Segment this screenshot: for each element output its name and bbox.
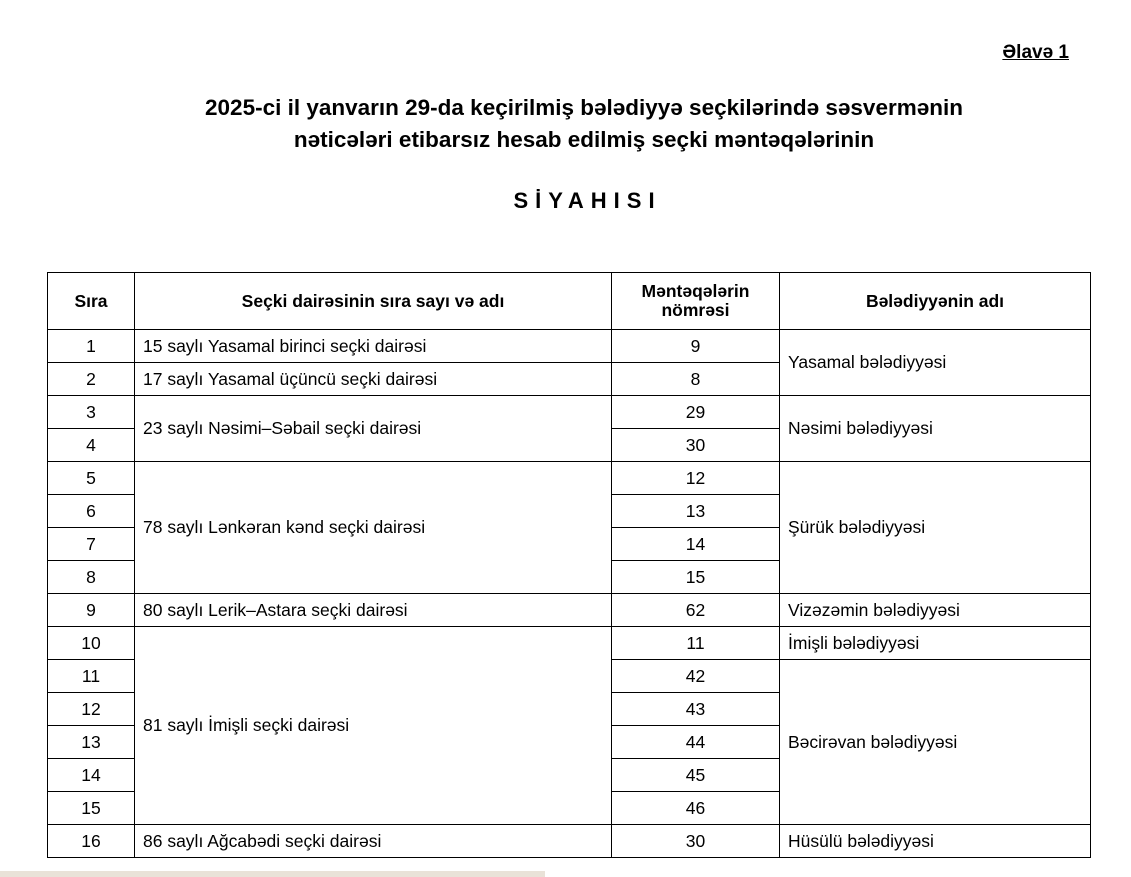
seq-cell: 7 xyxy=(48,528,135,561)
precinct-cell: 12 xyxy=(612,462,780,495)
annex-label: Əlavə 1 xyxy=(1002,42,1069,63)
seq-cell: 6 xyxy=(48,495,135,528)
table-row xyxy=(48,825,1091,858)
precinct-cell: 44 xyxy=(612,726,780,759)
seq-cell: 11 xyxy=(48,660,135,693)
seq-cell: 3 xyxy=(48,396,135,429)
document-subtitle: SİYAHISI xyxy=(513,188,662,213)
precinct-cell: 30 xyxy=(612,429,780,462)
precinct-cell: 46 xyxy=(612,792,780,825)
seq-cell: 15 xyxy=(48,792,135,825)
seq-cell: 13 xyxy=(48,726,135,759)
bottom-shadow xyxy=(0,871,545,877)
table-row xyxy=(48,462,1091,495)
seq-cell: 4 xyxy=(48,429,135,462)
seq-cell: 8 xyxy=(48,561,135,594)
precinct-cell: 29 xyxy=(612,396,780,429)
municipality-cell: İmişli bələdiyyəsi xyxy=(780,627,1091,660)
municipality-cell: Bəcirəvan bələdiyyəsi xyxy=(780,660,1091,825)
table-row xyxy=(48,627,1091,660)
seq-cell: 9 xyxy=(48,594,135,627)
municipality-cell: Şürük bələdiyyəsi xyxy=(780,462,1091,594)
district-cell: 86 saylı Ağcabədi seçki dairəsi xyxy=(135,825,612,858)
precinct-cell: 14 xyxy=(612,528,780,561)
title-line-1: 2025-ci il yanvarın 29-da keçirilmiş bələdiyyə seçkilərində səsvermənin xyxy=(205,95,963,120)
district-cell: 81 saylı İmişli seçki dairəsi xyxy=(135,627,612,825)
precinct-cell: 62 xyxy=(612,594,780,627)
precinct-cell: 8 xyxy=(612,363,780,396)
municipality-cell: Vizəzəmin bələdiyyəsi xyxy=(780,594,1091,627)
table-row xyxy=(48,330,1091,363)
document-title xyxy=(0,92,1131,156)
seq-cell: 1 xyxy=(48,330,135,363)
municipality-cell: Hüsülü bələdiyyəsi xyxy=(780,825,1091,858)
table-header-row xyxy=(48,273,1091,330)
precinct-cell: 15 xyxy=(612,561,780,594)
municipality-cell: Nəsimi bələdiyyəsi xyxy=(780,396,1091,462)
seq-cell: 14 xyxy=(48,759,135,792)
municipality-cell: Yasamal bələdiyyəsi xyxy=(780,330,1091,396)
seq-cell: 16 xyxy=(48,825,135,858)
header-precinct xyxy=(612,273,780,330)
precinct-cell: 11 xyxy=(612,627,780,660)
seq-cell: 12 xyxy=(48,693,135,726)
precinct-cell: 9 xyxy=(612,330,780,363)
precinct-cell: 42 xyxy=(612,660,780,693)
precinct-cell: 45 xyxy=(612,759,780,792)
header-precinct-line1: Məntəqələrin xyxy=(641,281,750,301)
seq-cell: 5 xyxy=(48,462,135,495)
seq-cell: 10 xyxy=(48,627,135,660)
district-cell: 80 saylı Lerik–Astara seçki dairəsi xyxy=(135,594,612,627)
precinct-cell: 30 xyxy=(612,825,780,858)
header-district: Seçki dairəsinin sıra sayı və adı xyxy=(135,273,612,330)
district-cell: 23 saylı Nəsimi–Səbail seçki dairəsi xyxy=(135,396,612,462)
precinct-cell: 43 xyxy=(612,693,780,726)
header-municipality: Bələdiyyənin adı xyxy=(780,273,1091,330)
precinct-table xyxy=(47,272,1091,858)
title-line-2: nəticələri etibarsız hesab edilmiş seçki məntəqələrinin xyxy=(293,127,875,152)
header-seq: Sıra xyxy=(48,273,135,330)
header-precinct-line2: nömrəsi xyxy=(661,300,730,320)
table-row xyxy=(48,396,1091,429)
district-cell: 17 saylı Yasamal üçüncü seçki dairəsi xyxy=(135,363,612,396)
district-cell: 78 saylı Lənkəran kənd seçki dairəsi xyxy=(135,462,612,594)
table-row xyxy=(48,594,1091,627)
seq-cell: 2 xyxy=(48,363,135,396)
precinct-cell: 13 xyxy=(612,495,780,528)
district-cell: 15 saylı Yasamal birinci seçki dairəsi xyxy=(135,330,612,363)
